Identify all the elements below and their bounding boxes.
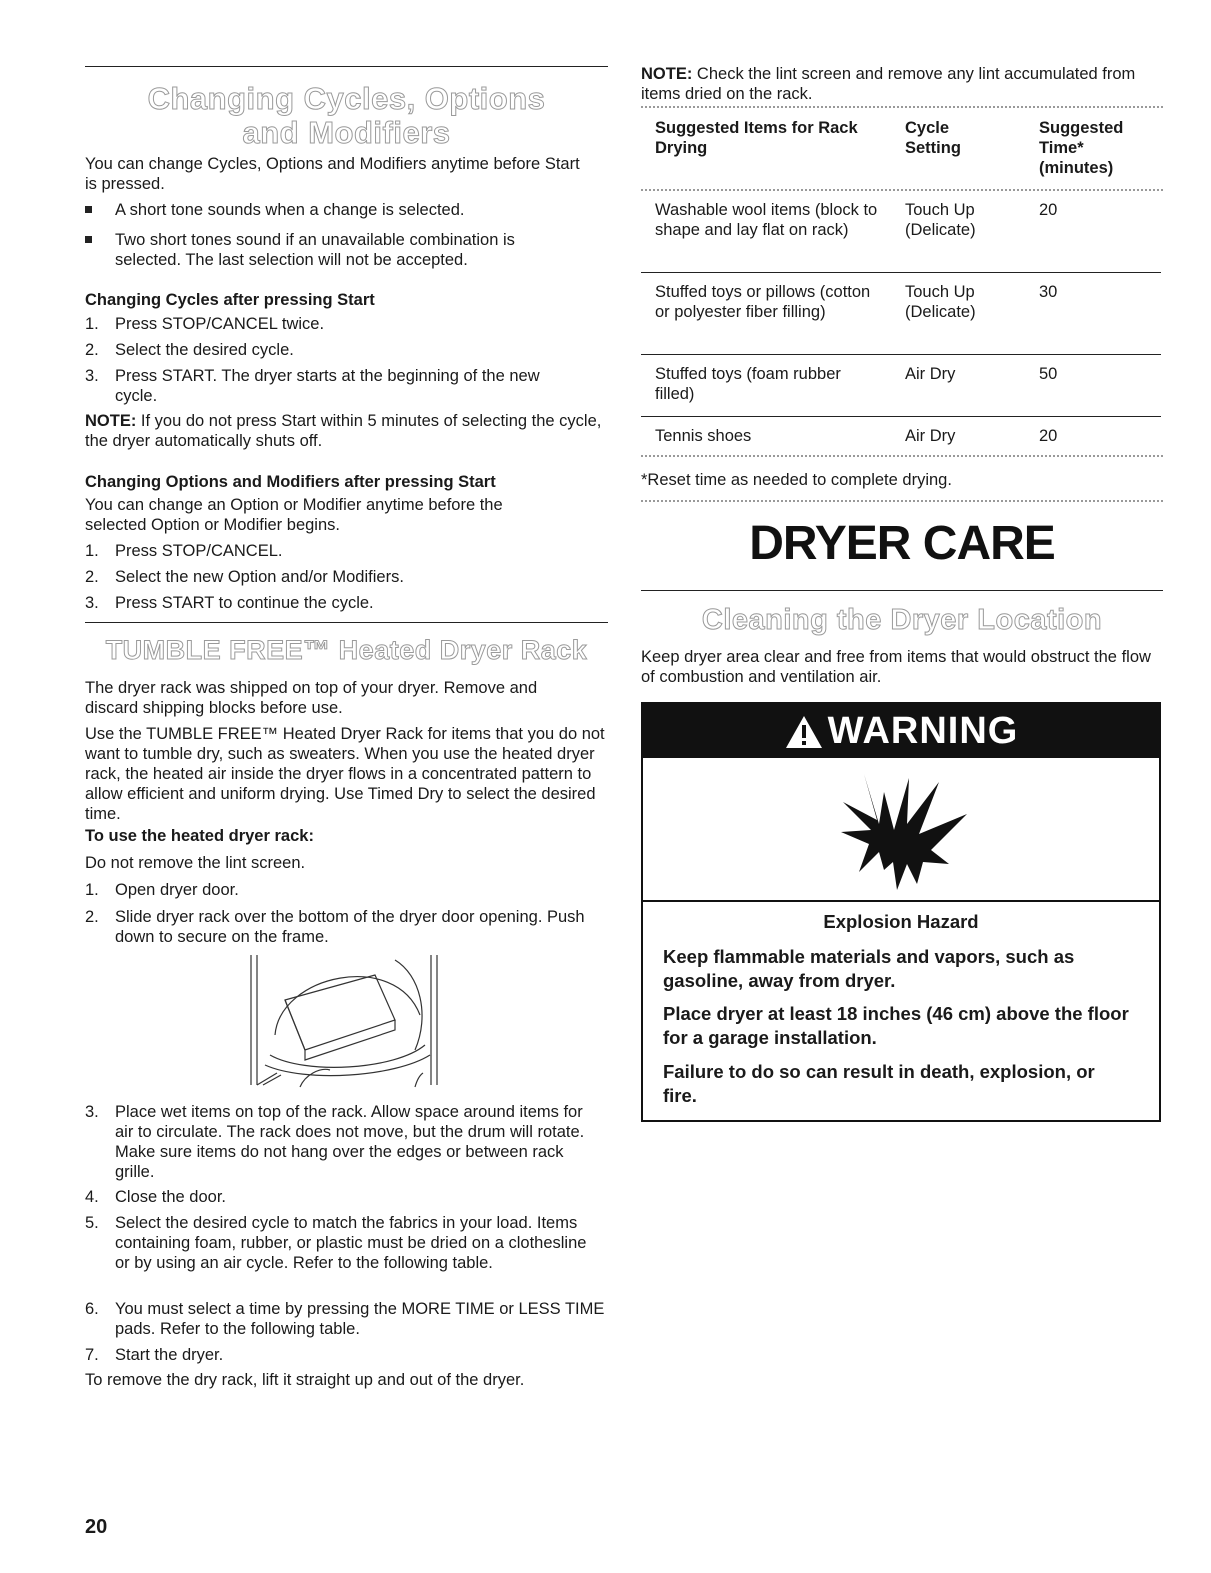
cleaning-paragraph: Keep dryer area clear and free from items that would obstruct the flow of combustion and ventilation air. bbox=[641, 648, 1151, 686]
dryer-care-title: DRYER CARE bbox=[749, 517, 1055, 570]
section-title-cleaning: Cleaning the Dryer Location bbox=[701, 604, 1103, 636]
warning-pictogram-area bbox=[643, 758, 1159, 902]
table-cell-time: 50 bbox=[1039, 365, 1058, 383]
table-footnote: *Reset time as needed to complete drying. bbox=[641, 471, 952, 489]
table-cell-cycle: Touch Up (Delicate) bbox=[905, 283, 976, 321]
hazard-title: Explosion Hazard bbox=[823, 911, 979, 932]
warning-line: Place dryer at least 18 inches (46 cm) above the floor for a garage installation. bbox=[663, 1003, 1129, 1048]
step-number: 2. bbox=[85, 568, 99, 586]
step-number: 3. bbox=[85, 1103, 99, 1121]
intro-paragraph: You can change Cycles, Options and Modifiers anytime before Start is pressed. bbox=[85, 155, 580, 193]
rack-paragraph: The dryer rack was shipped on top of your dryer. Remove and discard shipping blocks before use. bbox=[85, 679, 538, 717]
step-item bbox=[85, 567, 605, 587]
step-item bbox=[85, 314, 605, 334]
warning-triangle-icon bbox=[784, 714, 824, 755]
step-number: 2. bbox=[85, 341, 99, 359]
bullet-icon bbox=[85, 236, 92, 243]
step-text: Press STOP/CANCEL. bbox=[115, 542, 283, 560]
page-number: 20 bbox=[85, 1516, 108, 1538]
note-text: If you do not press Start within 5 minutes of selecting the cycle, the dryer automatically shuts off. bbox=[85, 412, 602, 450]
table-cell-item: Washable wool items (block to shape and lay flat on rack) bbox=[655, 201, 878, 239]
step-text: Press START to continue the cycle. bbox=[115, 594, 374, 612]
step-text: Open dryer door. bbox=[115, 881, 239, 899]
warning-header-text: WARNING bbox=[827, 710, 1019, 752]
table-cell-item: Tennis shoes bbox=[655, 427, 752, 445]
step-number: 2. bbox=[85, 908, 99, 926]
table-bottom-rule bbox=[641, 455, 1163, 460]
options-intro: You can change an Option or Modifier anytime before the selected Option or Modifier begins. bbox=[85, 496, 503, 534]
table-cell-time: 20 bbox=[1039, 427, 1058, 445]
warning-box bbox=[641, 702, 1161, 1122]
bullet-item bbox=[85, 200, 605, 220]
table-header: Cycle Setting bbox=[905, 119, 961, 157]
bullet-item bbox=[85, 230, 605, 270]
step-item bbox=[85, 366, 605, 406]
step-text: Select the new Option and/or Modifiers. bbox=[115, 568, 404, 586]
subheading-use-rack: To use the heated dryer rack: bbox=[85, 827, 314, 845]
subheading-cycles: Changing Cycles after pressing Start bbox=[85, 291, 375, 309]
table-header-rule bbox=[641, 189, 1163, 194]
step-item bbox=[85, 1187, 605, 1207]
warning-line: Keep flammable materials and vapors, such as gasoline, away from dryer. bbox=[663, 946, 1075, 991]
step-item bbox=[85, 1299, 605, 1339]
step-number: 1. bbox=[85, 881, 99, 899]
step-number: 6. bbox=[85, 1300, 99, 1318]
step-number: 5. bbox=[85, 1214, 99, 1232]
table-header: Suggested Time* (minutes) bbox=[1039, 119, 1124, 177]
step-number: 1. bbox=[85, 542, 99, 560]
step-number: 4. bbox=[85, 1188, 99, 1206]
step-item bbox=[85, 907, 605, 947]
note-text: Check the lint screen and remove any lint accumulated from items dried on the rack. bbox=[641, 65, 1136, 103]
section-rule bbox=[641, 590, 1163, 591]
dryer-rack-illustration bbox=[245, 955, 445, 1090]
title-line: Changing Cycles, Options bbox=[147, 81, 546, 116]
step-text: Start the dryer. bbox=[115, 1346, 224, 1364]
rack-removal-text: To remove the dry rack, lift it straight up and out of the dryer. bbox=[85, 1371, 525, 1389]
table-row-rule bbox=[641, 354, 1161, 355]
footnote-rule bbox=[641, 500, 1163, 505]
step-number: 3. bbox=[85, 367, 99, 385]
table-cell-cycle: Air Dry bbox=[905, 365, 956, 383]
step-item bbox=[85, 880, 605, 900]
table-cell-cycle: Air Dry bbox=[905, 427, 956, 445]
explosion-icon bbox=[839, 772, 969, 892]
step-item bbox=[85, 340, 605, 360]
step-item bbox=[85, 1213, 605, 1293]
subheading-options: Changing Options and Modifiers after pressing Start bbox=[85, 473, 496, 491]
table-cell-item: Stuffed toys (foam rubber filled) bbox=[655, 365, 841, 403]
table-row-rule bbox=[641, 272, 1161, 273]
bullet-text: Two short tones sound if an unavailable combination is selected. The last selection will not be accepted. bbox=[115, 231, 515, 269]
bullet-icon bbox=[85, 206, 92, 213]
rack-paragraph: Use the TUMBLE FREE™ Heated Dryer Rack for items that you do not want to tumble dry, such as sweaters. When you use the heated dryer rack, the heated air inside the dryer flows in a concentrated pattern to allow efficient and uniform drying. Use Timed Dry to select the desired time. bbox=[85, 725, 605, 823]
step-item bbox=[85, 593, 605, 613]
section-title-changing-cycles bbox=[85, 82, 608, 150]
step-number: 1. bbox=[85, 315, 99, 333]
section-title-dryer-rack: TUMBLE FREE™ Heated Dryer Rack bbox=[105, 635, 588, 665]
step-item bbox=[85, 1102, 605, 1182]
section-rule bbox=[85, 66, 608, 67]
step-item bbox=[85, 541, 605, 561]
step-text: Slide dryer rack over the bottom of the dryer door opening. Push down to secure on the frame. bbox=[115, 908, 585, 946]
warning-header bbox=[643, 704, 1159, 758]
table-cell-item: Stuffed toys or pillows (cotton or polyester fiber filling) bbox=[655, 283, 871, 321]
step-text: You must select a time by pressing the MORE TIME or LESS TIME pads. Refer to the following table. bbox=[115, 1300, 605, 1338]
section-rule bbox=[85, 622, 608, 623]
step-text: Select the desired cycle to match the fabrics in your load. Items containing foam, rubber, or plastic must be dried on a clothesline or by using an air cycle. Refer to the following table. bbox=[115, 1214, 587, 1272]
step-text: Press STOP/CANCEL twice. bbox=[115, 315, 325, 333]
bullet-text: A short tone sounds when a change is selected. bbox=[115, 201, 465, 219]
step-text: Select the desired cycle. bbox=[115, 341, 294, 359]
table-cell-cycle: Touch Up (Delicate) bbox=[905, 201, 976, 239]
step-item bbox=[85, 1345, 605, 1365]
note-paragraph bbox=[641, 64, 1161, 104]
step-text: Press START. The dryer starts at the beginning of the new cycle. bbox=[115, 367, 540, 405]
table-cell-time: 30 bbox=[1039, 283, 1058, 301]
step-number: 3. bbox=[85, 594, 99, 612]
note-label: NOTE: bbox=[85, 412, 137, 430]
step-number: 7. bbox=[85, 1346, 99, 1364]
warning-line: Failure to do so can result in death, explosion, or fire. bbox=[663, 1061, 1095, 1106]
lint-instruction: Do not remove the lint screen. bbox=[85, 854, 306, 872]
note-paragraph bbox=[85, 411, 605, 451]
table-cell-time: 20 bbox=[1039, 201, 1058, 219]
title-line: and Modifiers bbox=[242, 115, 451, 150]
table-top-rule bbox=[641, 106, 1163, 111]
table-header: Suggested Items for Rack Drying bbox=[655, 119, 858, 157]
table-row-rule bbox=[641, 416, 1161, 417]
step-text: Place wet items on top of the rack. Allow space around items for air to circulate. The rack does not move, but the drum will rotate. Make sure items do not hang over the edges or between rack grille. bbox=[115, 1103, 585, 1181]
step-text: Close the door. bbox=[115, 1188, 226, 1206]
note-label: NOTE: bbox=[641, 65, 693, 83]
